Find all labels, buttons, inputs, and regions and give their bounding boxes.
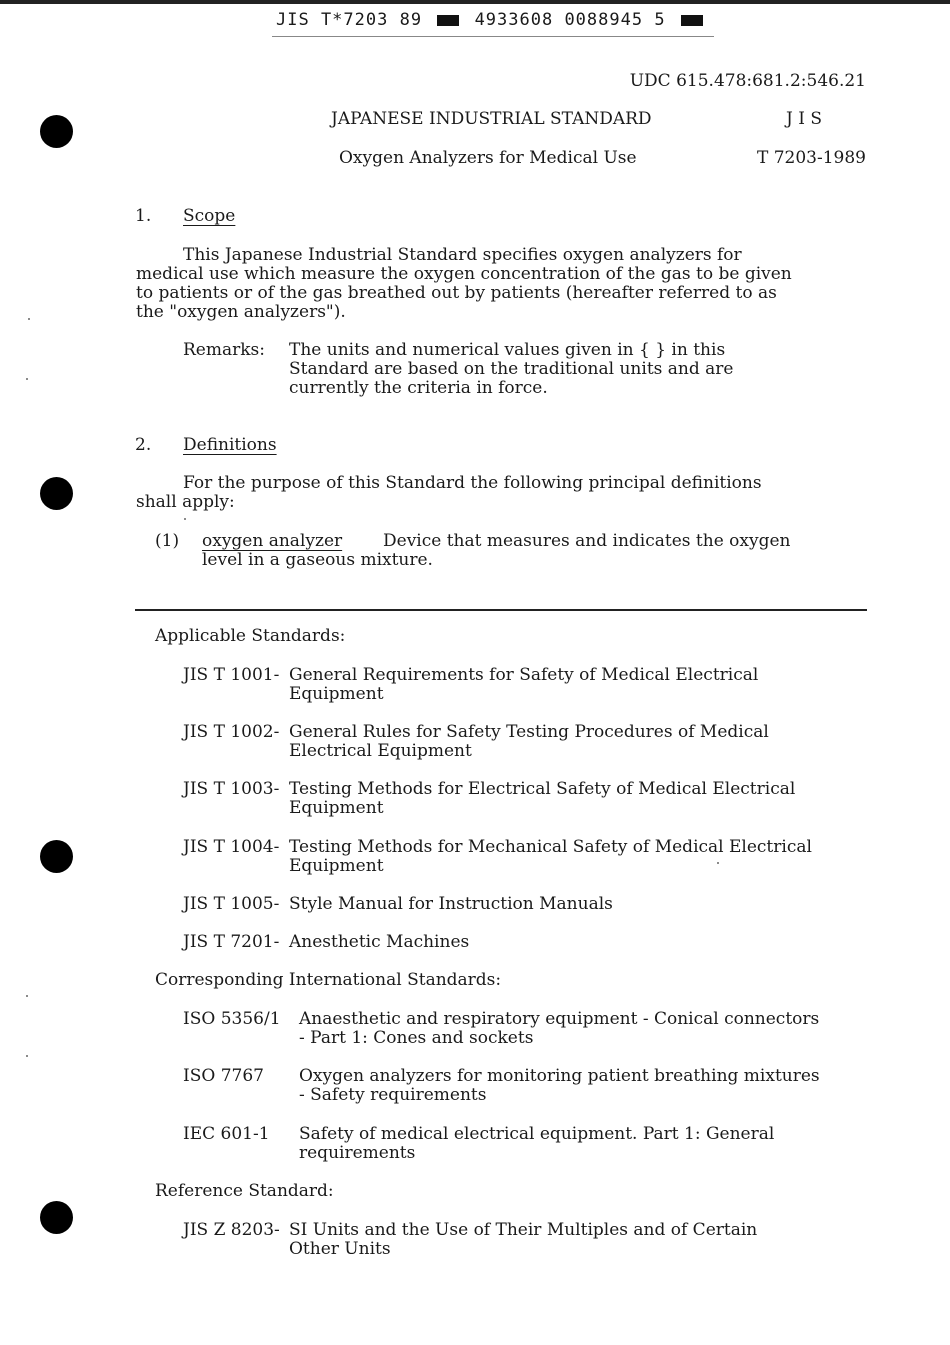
standard-title: Equipment bbox=[289, 684, 384, 704]
standard-code: ISO 7767 bbox=[183, 1066, 264, 1086]
standard-type: JAPANESE INDUSTRIAL STANDARD bbox=[331, 109, 652, 129]
barcode-right-text: 4933608 0088945 5 bbox=[474, 10, 666, 30]
definition-term: oxygen analyzer bbox=[202, 531, 343, 551]
section1-number: 1. bbox=[135, 206, 152, 226]
page-title: Oxygen Analyzers for Medical Use bbox=[339, 148, 637, 168]
barcode-block-icon bbox=[437, 15, 459, 26]
scan-speck bbox=[717, 862, 719, 864]
section1-line: the "oxygen analyzers"). bbox=[136, 302, 346, 322]
standard-title: - Part 1: Cones and sockets bbox=[299, 1028, 534, 1048]
standard-title: Other Units bbox=[289, 1239, 391, 1259]
punch-hole-icon bbox=[40, 115, 73, 148]
punch-hole-icon bbox=[40, 477, 73, 510]
standard-title: - Safety requirements bbox=[299, 1085, 487, 1105]
barcode-left-text: JIS T*7203 89 bbox=[276, 10, 423, 30]
standard-title: Equipment bbox=[289, 856, 384, 876]
standard-number: T 7203-1989 bbox=[756, 148, 866, 168]
standard-code: JIS T 1004- bbox=[183, 837, 280, 857]
section1-line: medical use which measure the oxygen concentration of the gas to be given bbox=[136, 264, 792, 284]
standard-title: General Rules for Safety Testing Procedures of Medical bbox=[289, 722, 769, 742]
standard-code: JIS T 1003- bbox=[183, 779, 280, 799]
footnote-divider bbox=[135, 609, 867, 611]
standard-title: Oxygen analyzers for monitoring patient breathing mixtures bbox=[299, 1066, 820, 1086]
standard-code: JIS T 1002- bbox=[183, 722, 280, 742]
standard-code: ISO 5356/1 bbox=[183, 1009, 281, 1029]
reference-heading: Reference Standard: bbox=[155, 1181, 334, 1201]
standard-title: Anaesthetic and respiratory equipment - Conical connectors bbox=[299, 1009, 820, 1029]
definition-text: level in a gaseous mixture. bbox=[202, 550, 433, 570]
standard-code: JIS T 7201- bbox=[183, 932, 280, 952]
standard-title: SI Units and the Use of Their Multiples and of Certain bbox=[289, 1220, 758, 1240]
scan-speck bbox=[26, 378, 28, 380]
barcode-strip bbox=[276, 10, 707, 30]
barcode-rule bbox=[272, 36, 714, 37]
section2-line: For the purpose of this Standard the following principal definitions bbox=[183, 473, 762, 493]
remarks-line: The units and numerical values given in { } in this bbox=[289, 340, 726, 360]
standard-title: General Requirements for Safety of Medical Electrical bbox=[289, 665, 759, 685]
section2-heading: Definitions bbox=[183, 435, 277, 455]
scan-speck bbox=[26, 1055, 28, 1057]
punch-hole-icon bbox=[40, 840, 73, 873]
barcode-block-icon bbox=[681, 15, 703, 26]
standard-code: JIS T 1001- bbox=[183, 665, 280, 685]
section1-heading: Scope bbox=[183, 206, 236, 226]
applicable-heading: Applicable Standards: bbox=[155, 626, 346, 646]
remarks-line: Standard are based on the traditional units and are bbox=[289, 359, 734, 379]
udc-code: UDC 615.478:681.2:546.21 bbox=[629, 71, 866, 91]
definition-number: (1) bbox=[155, 531, 180, 551]
scan-speck bbox=[184, 518, 186, 520]
remarks-line: currently the criteria in force. bbox=[289, 378, 548, 398]
standard-title: Testing Methods for Mechanical Safety of Medical Electrical bbox=[289, 837, 812, 857]
punch-hole-icon bbox=[40, 1201, 73, 1234]
section2-number: 2. bbox=[135, 435, 152, 455]
standard-title: Anesthetic Machines bbox=[289, 932, 470, 952]
scan-speck bbox=[26, 995, 28, 997]
standard-title: Testing Methods for Electrical Safety of Medical Electrical bbox=[289, 779, 796, 799]
scan-speck bbox=[28, 318, 30, 320]
standard-title: requirements bbox=[299, 1143, 416, 1163]
remarks-label: Remarks: bbox=[183, 340, 265, 360]
standard-title: Style Manual for Instruction Manuals bbox=[289, 894, 613, 914]
standard-code: JIS Z 8203- bbox=[183, 1220, 280, 1240]
jis-mark: J I S bbox=[786, 109, 822, 129]
section1-line: to patients or of the gas breathed out by patients (hereafter referred to as bbox=[136, 283, 777, 303]
standard-title: Equipment bbox=[289, 798, 384, 818]
section2-line: shall apply: bbox=[136, 492, 235, 512]
standard-code: IEC 601-1 bbox=[183, 1124, 270, 1144]
page-top-edge bbox=[0, 0, 950, 4]
standard-code: JIS T 1005- bbox=[183, 894, 280, 914]
international-heading: Corresponding International Standards: bbox=[155, 970, 502, 990]
section1-line: This Japanese Industrial Standard specifies oxygen analyzers for bbox=[183, 245, 742, 265]
standard-title: Safety of medical electrical equipment. Part 1: General bbox=[299, 1124, 775, 1144]
definition-text: Device that measures and indicates the oxygen bbox=[383, 531, 791, 551]
standard-title: Electrical Equipment bbox=[289, 741, 472, 761]
